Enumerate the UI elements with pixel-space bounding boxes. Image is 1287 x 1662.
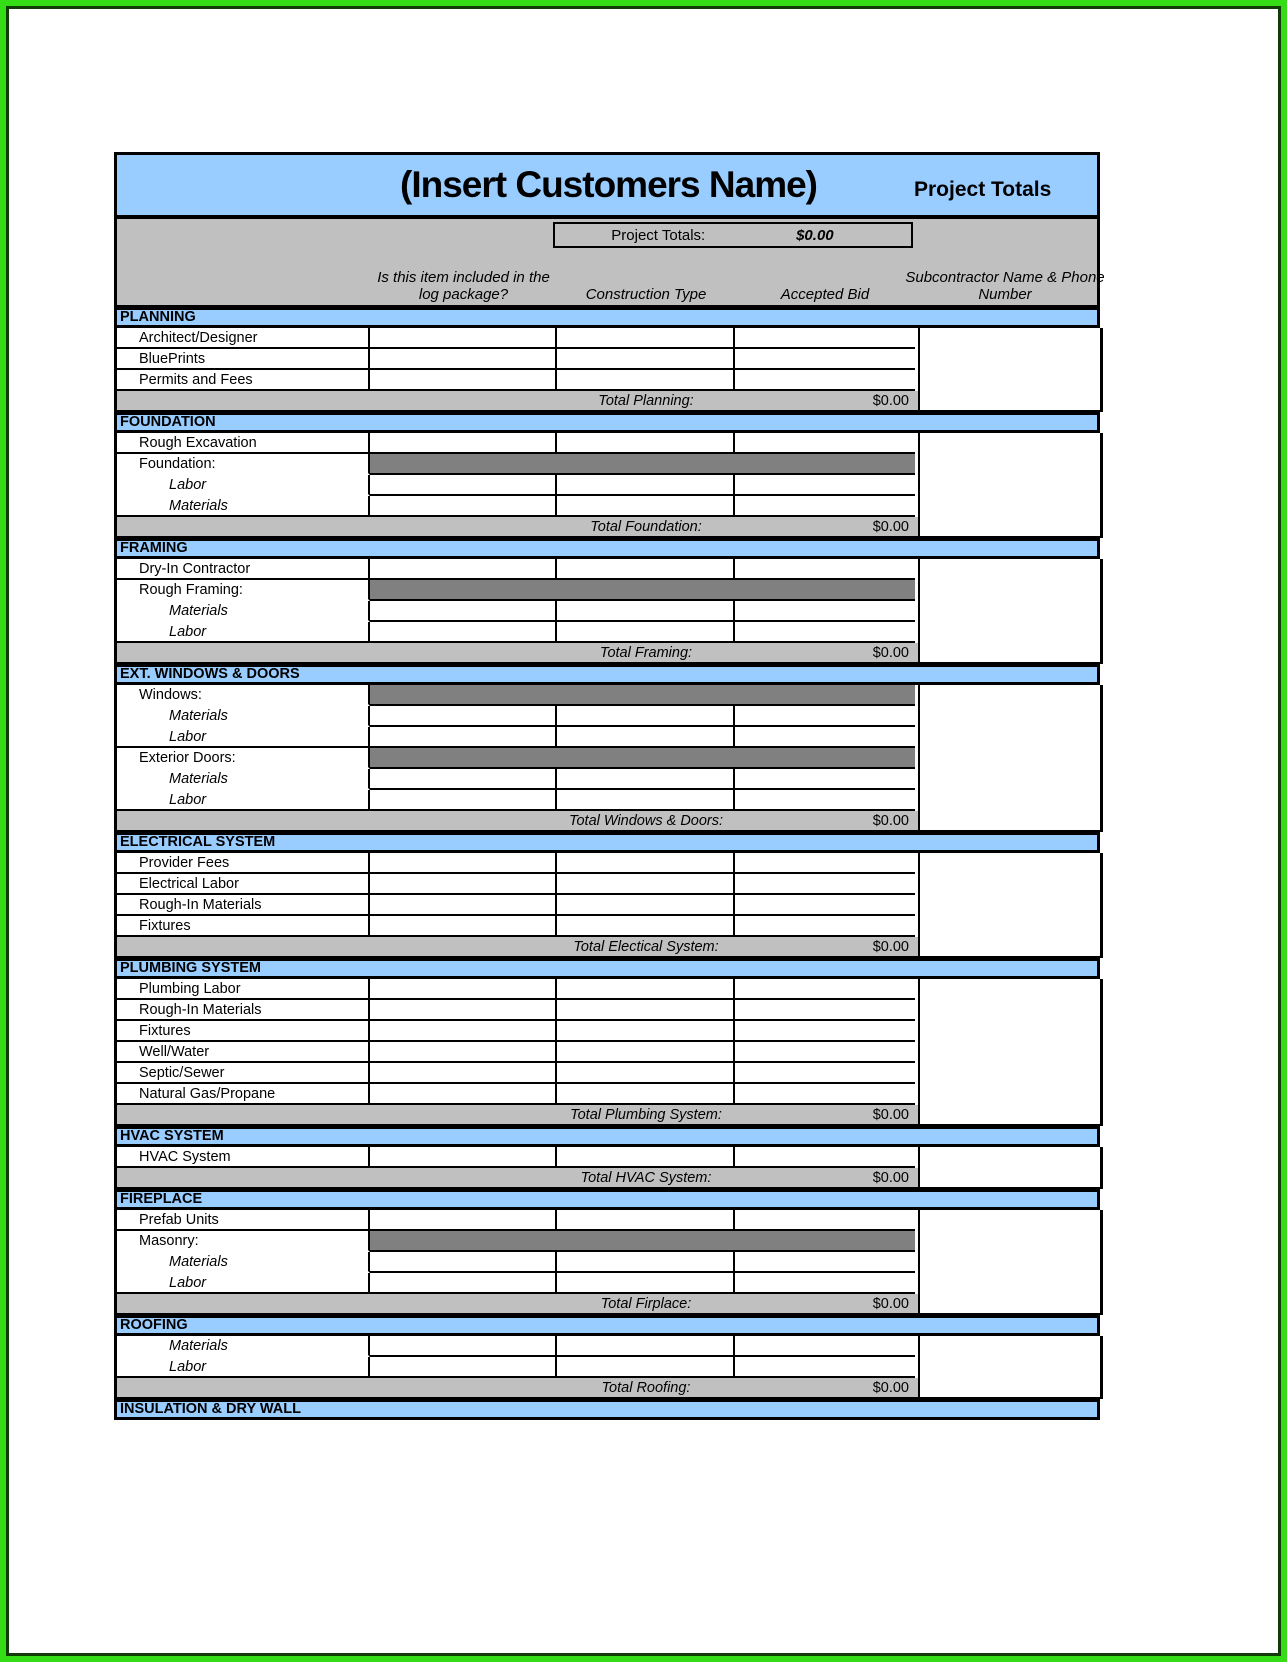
included-cell[interactable]: [370, 1273, 557, 1294]
row-label: Materials: [117, 496, 370, 517]
included-cell[interactable]: [370, 706, 557, 727]
construction-type-cell[interactable]: [557, 1210, 735, 1231]
accepted-bid-cell[interactable]: [735, 1084, 915, 1105]
row-label: Materials: [117, 1252, 370, 1273]
section-total-label: Total HVAC System:: [580, 1170, 712, 1186]
accepted-bid-cell[interactable]: [735, 370, 915, 391]
section-total-value: $0.00: [872, 1380, 909, 1396]
subcontractor-cell[interactable]: [918, 853, 1103, 958]
included-cell[interactable]: [370, 1252, 557, 1273]
accepted-bid-cell[interactable]: [735, 349, 915, 370]
accepted-bid-cell[interactable]: [735, 769, 915, 790]
section-header-ext-windows-doors: EXT. WINDOWS & DOORS: [114, 664, 1100, 685]
row-label: Rough Excavation: [117, 433, 370, 454]
construction-type-cell[interactable]: [557, 1000, 735, 1021]
section-insulation-dry-wall: [114, 1399, 1100, 1420]
row-label: Exterior Doors:: [117, 748, 370, 769]
subcontractor-cell[interactable]: [918, 685, 1103, 832]
construction-type-cell[interactable]: [557, 1336, 735, 1357]
row-label: Dry-In Contractor: [117, 559, 370, 580]
accepted-bid-cell[interactable]: [735, 601, 915, 622]
section-header-fireplace: FIREPLACE: [114, 1189, 1100, 1210]
included-cell[interactable]: [370, 979, 557, 1000]
row-label: Labor: [117, 1357, 370, 1378]
customer-name-title: (Insert Customers Name): [400, 164, 818, 205]
accepted-bid-cell[interactable]: [735, 1252, 915, 1273]
included-cell[interactable]: [370, 853, 557, 874]
construction-type-cell[interactable]: [557, 706, 735, 727]
row-label: Fixtures: [117, 916, 370, 937]
accepted-bid-cell[interactable]: [735, 1042, 915, 1063]
accepted-bid-cell[interactable]: [735, 1000, 915, 1021]
included-cell[interactable]: [370, 349, 557, 370]
subcontractor-cell[interactable]: [918, 328, 1103, 412]
row-label: BluePrints: [117, 349, 370, 370]
row-label: Labor: [117, 475, 370, 496]
section-ext-windows-doors: [114, 664, 1100, 832]
section-total-value: $0.00: [872, 645, 909, 661]
construction-type-cell[interactable]: [557, 895, 735, 916]
construction-type-cell[interactable]: [557, 475, 735, 496]
accepted-bid-cell[interactable]: [735, 475, 915, 496]
row-label: Labor: [117, 790, 370, 811]
column-header-band: [114, 219, 1105, 307]
construction-type-cell[interactable]: [557, 853, 735, 874]
accepted-bid-cell[interactable]: [735, 496, 915, 517]
section-body: [114, 1336, 1100, 1399]
accepted-bid-cell[interactable]: [735, 1273, 915, 1294]
section-total-value: $0.00: [872, 1107, 909, 1123]
total-row-spacer: [117, 1378, 557, 1397]
subcontractor-cell[interactable]: [918, 1210, 1103, 1315]
construction-type-cell[interactable]: [557, 559, 735, 580]
blocked-cells-bar: [370, 748, 915, 769]
total-row-spacer: [117, 517, 557, 536]
subcontractor-cell[interactable]: [918, 559, 1103, 664]
section-total-label: Total Windows & Doors:: [568, 813, 724, 829]
section-header-planning: PLANNING: [114, 307, 1100, 328]
section-fireplace: [114, 1189, 1100, 1315]
row-label: Plumbing Labor: [117, 979, 370, 1000]
included-cell[interactable]: [370, 790, 557, 811]
section-header-plumbing-system: PLUMBING SYSTEM: [114, 958, 1100, 979]
column-header-subcontractor: Subcontractor Name & Phone Number: [905, 269, 1105, 303]
included-cell[interactable]: [370, 433, 557, 454]
section-total-label: Total Roofing:: [601, 1380, 691, 1396]
section-roofing: [114, 1315, 1100, 1399]
included-cell[interactable]: [370, 727, 557, 748]
accepted-bid-cell[interactable]: [735, 1063, 915, 1084]
column-header-construction-type: Construction Type: [585, 286, 707, 303]
accepted-bid-cell[interactable]: [735, 1147, 915, 1168]
row-label: Prefab Units: [117, 1210, 370, 1231]
blocked-cells-bar: [370, 580, 915, 601]
row-label: Materials: [117, 769, 370, 790]
included-cell[interactable]: [370, 559, 557, 580]
section-total-label: Total Electical System:: [573, 939, 719, 955]
row-label: Windows:: [117, 685, 370, 706]
included-cell[interactable]: [370, 1084, 557, 1105]
section-body: [114, 685, 1100, 832]
section-body: [114, 433, 1100, 538]
row-label: Masonry:: [117, 1231, 370, 1252]
construction-type-cell[interactable]: [557, 1273, 735, 1294]
row-label: HVAC System: [117, 1147, 370, 1168]
construction-type-cell[interactable]: [557, 1084, 735, 1105]
project-totals-label: Project Totals:: [611, 226, 706, 244]
section-total-label: Total Framing:: [599, 645, 693, 661]
column-header-included: Is this item included in the log package?: [377, 269, 550, 303]
row-label: Materials: [117, 1336, 370, 1357]
accepted-bid-cell[interactable]: [735, 1021, 915, 1042]
row-label: Fixtures: [117, 1021, 370, 1042]
accepted-bid-cell[interactable]: [735, 1357, 915, 1378]
construction-type-cell[interactable]: [557, 1063, 735, 1084]
project-cost-sheet: [114, 152, 1105, 1420]
construction-type-cell[interactable]: [557, 1147, 735, 1168]
included-cell[interactable]: [370, 328, 557, 349]
construction-type-cell[interactable]: [557, 874, 735, 895]
row-label: Provider Fees: [117, 853, 370, 874]
row-label: Materials: [117, 706, 370, 727]
accepted-bid-cell[interactable]: [735, 622, 915, 643]
row-label: Rough-In Materials: [117, 895, 370, 916]
blocked-cells-bar: [370, 685, 915, 706]
section-electrical-system: [114, 832, 1100, 958]
accepted-bid-cell[interactable]: [735, 874, 915, 895]
accepted-bid-cell[interactable]: [735, 1210, 915, 1231]
accepted-bid-cell[interactable]: [735, 559, 915, 580]
column-header-accepted-bid: Accepted Bid: [780, 286, 870, 303]
included-cell[interactable]: [370, 1357, 557, 1378]
construction-type-cell[interactable]: [557, 496, 735, 517]
row-label: Natural Gas/Propane: [117, 1084, 370, 1105]
row-label: Labor: [117, 1273, 370, 1294]
title-band: [114, 152, 1100, 219]
construction-type-cell[interactable]: [557, 916, 735, 937]
included-cell[interactable]: [370, 1063, 557, 1084]
row-label: Permits and Fees: [117, 370, 370, 391]
sections-container: [114, 307, 1100, 1420]
section-total-label: Total Planning:: [598, 393, 694, 409]
included-cell[interactable]: [370, 475, 557, 496]
subcontractor-cell[interactable]: [918, 1147, 1103, 1189]
total-row-spacer: [117, 1168, 557, 1187]
included-cell[interactable]: [370, 1042, 557, 1063]
row-label: Labor: [117, 622, 370, 643]
included-cell[interactable]: [370, 916, 557, 937]
section-total-label: Total Firplace:: [600, 1296, 692, 1312]
subcontractor-cell[interactable]: [918, 1336, 1103, 1399]
construction-type-cell[interactable]: [557, 622, 735, 643]
total-row-spacer: [117, 811, 557, 830]
construction-type-cell[interactable]: [557, 328, 735, 349]
section-plumbing-system: [114, 958, 1100, 1126]
row-label: Well/Water: [117, 1042, 370, 1063]
project-totals-value: $0.00: [796, 226, 834, 244]
section-total-value: $0.00: [872, 393, 909, 409]
accepted-bid-cell[interactable]: [735, 916, 915, 937]
section-total-value: $0.00: [872, 519, 909, 535]
row-label: Foundation:: [117, 454, 370, 475]
row-label: Rough Framing:: [117, 580, 370, 601]
subcontractor-cell[interactable]: [918, 979, 1103, 1126]
section-body: [114, 1147, 1100, 1189]
included-cell[interactable]: [370, 496, 557, 517]
included-cell[interactable]: [370, 874, 557, 895]
row-label: Materials: [117, 601, 370, 622]
section-total-value: $0.00: [872, 1296, 909, 1312]
blocked-cells-bar: [370, 1231, 915, 1252]
row-label: Labor: [117, 727, 370, 748]
construction-type-cell[interactable]: [557, 370, 735, 391]
construction-type-cell[interactable]: [557, 1021, 735, 1042]
section-header-framing: FRAMING: [114, 538, 1100, 559]
section-header-foundation: FOUNDATION: [114, 412, 1100, 433]
section-framing: [114, 538, 1100, 664]
section-total-value: $0.00: [872, 813, 909, 829]
accepted-bid-cell[interactable]: [735, 853, 915, 874]
section-body: [114, 1210, 1100, 1315]
section-foundation: [114, 412, 1100, 538]
included-cell[interactable]: [370, 769, 557, 790]
included-cell[interactable]: [370, 1000, 557, 1021]
section-hvac-system: [114, 1126, 1100, 1189]
section-header-insulation-dry-wall: INSULATION & DRY WALL: [114, 1399, 1100, 1420]
section-body: [114, 853, 1100, 958]
section-total-value: $0.00: [872, 939, 909, 955]
included-cell[interactable]: [370, 1147, 557, 1168]
construction-type-cell[interactable]: [557, 601, 735, 622]
row-label: Architect/Designer: [117, 328, 370, 349]
accepted-bid-cell[interactable]: [735, 895, 915, 916]
construction-type-cell[interactable]: [557, 1357, 735, 1378]
total-row-spacer: [117, 1294, 557, 1313]
included-cell[interactable]: [370, 1210, 557, 1231]
section-total-label: Total Foundation:: [590, 519, 702, 535]
section-body: [114, 559, 1100, 664]
construction-type-cell[interactable]: [557, 727, 735, 748]
accepted-bid-cell[interactable]: [735, 433, 915, 454]
row-label: Septic/Sewer: [117, 1063, 370, 1084]
construction-type-cell[interactable]: [557, 1252, 735, 1273]
included-cell[interactable]: [370, 1336, 557, 1357]
section-body: [114, 328, 1100, 412]
section-header-hvac-system: HVAC SYSTEM: [114, 1126, 1100, 1147]
total-row-spacer: [117, 937, 557, 956]
section-header-electrical-system: ELECTRICAL SYSTEM: [114, 832, 1100, 853]
accepted-bid-cell[interactable]: [735, 1336, 915, 1357]
project-totals-heading: Project Totals: [914, 178, 1052, 201]
total-row-spacer: [117, 1105, 557, 1124]
section-total-label: Total Plumbing System:: [570, 1107, 722, 1123]
project-totals-box: [553, 222, 913, 248]
included-cell[interactable]: [370, 370, 557, 391]
construction-type-cell[interactable]: [557, 790, 735, 811]
subcontractor-cell[interactable]: [918, 433, 1103, 538]
included-cell[interactable]: [370, 622, 557, 643]
construction-type-cell[interactable]: [557, 433, 735, 454]
included-cell[interactable]: [370, 601, 557, 622]
total-row-spacer: [117, 391, 557, 410]
total-row-spacer: [117, 643, 557, 662]
section-body: [114, 979, 1100, 1126]
blocked-cells-bar: [370, 454, 915, 475]
row-label: Rough-In Materials: [117, 1000, 370, 1021]
accepted-bid-cell[interactable]: [735, 979, 915, 1000]
construction-type-cell[interactable]: [557, 349, 735, 370]
included-cell[interactable]: [370, 895, 557, 916]
section-planning: [114, 307, 1100, 412]
included-cell[interactable]: [370, 1021, 557, 1042]
construction-type-cell[interactable]: [557, 979, 735, 1000]
construction-type-cell[interactable]: [557, 1042, 735, 1063]
accepted-bid-cell[interactable]: [735, 790, 915, 811]
construction-type-cell[interactable]: [557, 769, 735, 790]
accepted-bid-cell[interactable]: [735, 706, 915, 727]
accepted-bid-cell[interactable]: [735, 328, 915, 349]
section-header-roofing: ROOFING: [114, 1315, 1100, 1336]
row-label: Electrical Labor: [117, 874, 370, 895]
accepted-bid-cell[interactable]: [735, 727, 915, 748]
section-total-value: $0.00: [872, 1170, 909, 1186]
